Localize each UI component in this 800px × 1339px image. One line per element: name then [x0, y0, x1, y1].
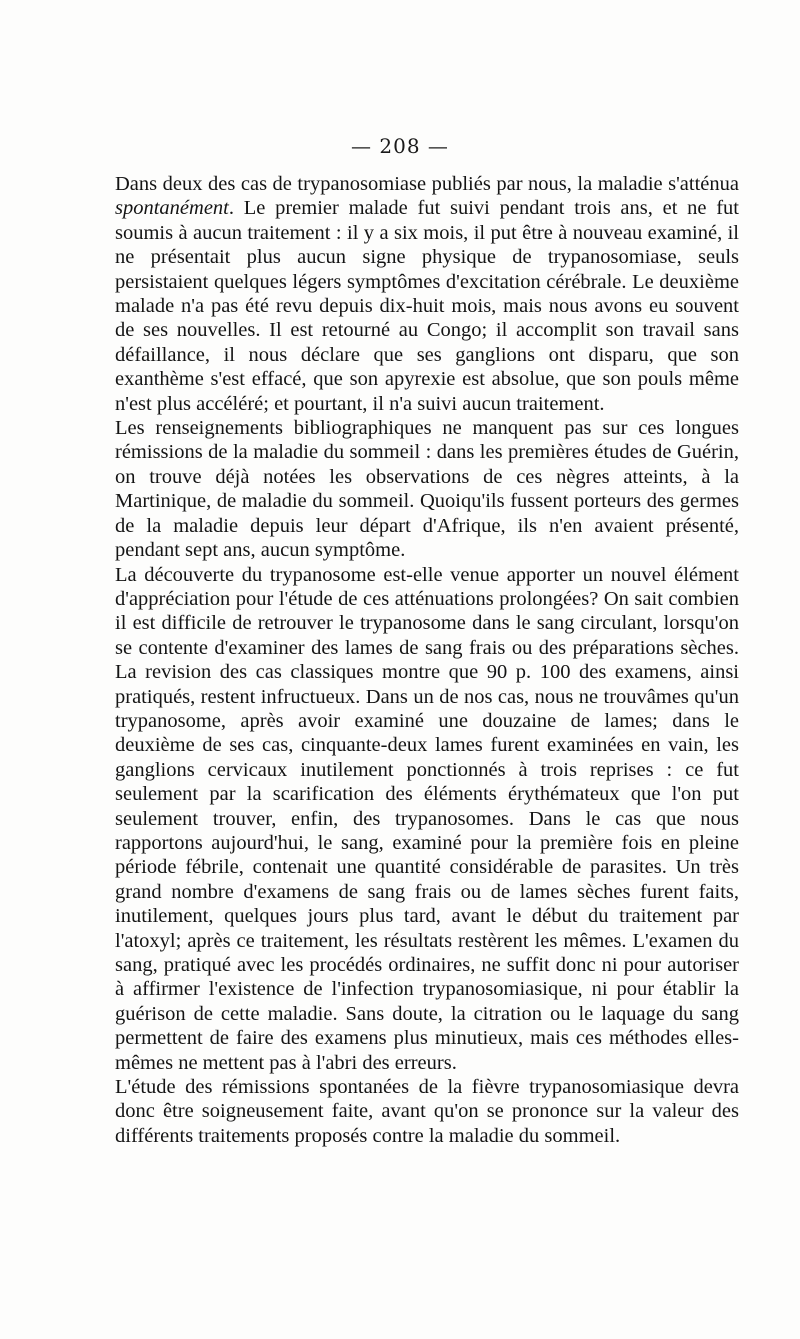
paragraph-1-start: Dans deux des cas de trypanosomiase publiés par nous, la maladie s'atténua — [115, 173, 739, 195]
paragraph-1-end: . Le premier malade fut suivi pendant trois ans, et ne fut soumis à aucun traitement : il y a six mois, il put être à nouveau examiné, il ne présentait plus aucun signe physique de trypanosomiase, seuls persistaient quelques légers symptômes d'excitation cérébrale. Le deuxième malade n'a pas été revu depuis dix-huit mois, mais nous avons eu souvent de ses nouvelles. Il est retourné au Congo; il accomplit son travail sans défaillance, il nous déclare que ses ganglions ont disparu, que son exanthème s'est effacé, que son apyrexie est absolue, que son pouls même n'est plus accéléré; et pourtant, il n'a suivi aucun traitement. — [115, 197, 739, 415]
page-number: — 208 — — [351, 134, 449, 158]
paragraph-1-emphasis: spontanément — [115, 197, 229, 220]
paragraph-4: L'étude des rémissions spontanées de la fièvre trypanosomiasique devra donc être soigneusement faite, avant qu'on se prononce sur la valeur des différents traitements proposés contre la maladie du sommeil. — [115, 1076, 739, 1147]
body-text — [115, 172, 739, 1148]
paragraph-2: Les renseignements bibliographiques ne manquent pas sur ces longues rémissions de la maladie du sommeil : dans les premières études de Guérin, on trouve déjà notées les observations de ces nègres atteints, à la Martinique, de maladie du sommeil. Quoiqu'ils fussent porteurs des germes de la maladie depuis leur départ d'Afrique, ils n'en avaient présenté, pendant sept ans, aucun symptôme. — [115, 417, 739, 562]
paragraph-1 — [115, 172, 739, 416]
paragraph-3: La découverte du trypanosome est-elle venue apporter un nouvel élément d'appréciation pour l'étude de ces atténuations prolongées? On sait combien il est difficile de retrouver le trypanosome dans le sang circulant, lorsqu'on se contente d'examiner des lames de sang frais ou des préparations sèches. La revision des cas classiques montre que 90 p. 100 des examens, ainsi pratiqués, restent infructueux. Dans un de nos cas, nous ne trouvâmes qu'un trypanosome, après avoir examiné une douzaine de lames; dans le deuxième de ses cas, cinquante-deux lames furent examinées en vain, les ganglions cervicaux inutilement ponctionnés à trois reprises : ce fut seulement par la scarification des éléments érythémateux que l'on put seulement trouver, enfin, des trypanosomes. Dans le cas que nous rapportons aujourd'hui, le sang, examiné pour la première fois en pleine période fébrile, contenait une quantité considérable de parasites. Un très grand nombre d'examens de sang frais ou de lames sèches furent faits, inutilement, quelques jours plus tard, avant le début du traitement par l'atoxyl; après ce traitement, les résultats restèrent les mêmes. L'examen du sang, pratiqué avec les procédés ordinaires, ne suffit donc ni pour autoriser à affirmer l'existence de l'infection trypanosomiasique, ni pour établir la guérison de cette maladie. Sans doute, la citration ou le laquage du sang permettent de faire des examens plus minutieux, mais ces méthodes elles-mêmes ne mettent pas à l'abri des erreurs. — [115, 563, 739, 1074]
